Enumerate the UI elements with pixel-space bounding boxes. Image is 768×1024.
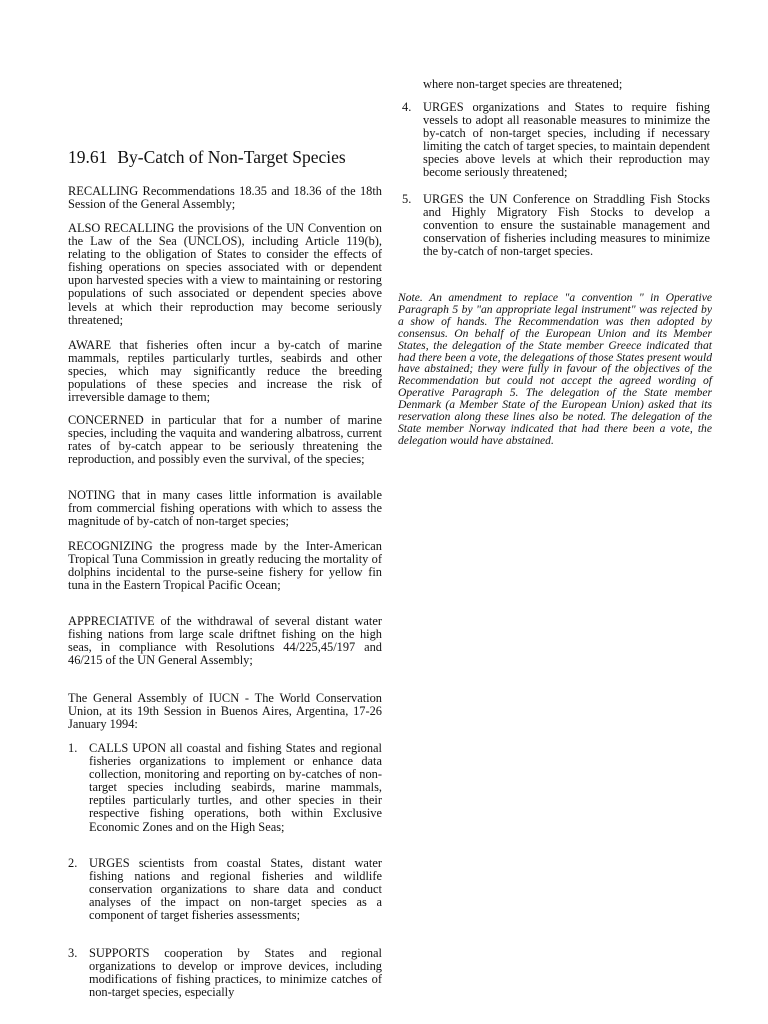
preamble-recognizing: RECOGNIZING the progress made by the Inter-American Tropical Tuna Commission in greatly reducing the mortality of dolphins incidental to the purse-seine fishery for yellow fin tuna in the Eastern Tropical Pacific Ocean; [68, 539, 382, 593]
preamble-recalling: RECALLING Recommendations 18.35 and 18.36 of the 18th Session of the General Assembly; [68, 184, 382, 212]
operative-paragraph-3 [68, 947, 382, 999]
paragraph-number: 5. [402, 192, 412, 206]
preamble-also-recalling: ALSO RECALLING the provisions of the UN Convention on the Law of the Sea (UNCLOS), including Article 119(b), relating to the obligation of States to consider the effects of fishing operations on species associated with or dependent upon harvested species with a view to maintaining or restoring populations of such associated or dependent species above levels at which their reproduction may become seriously threatened; [68, 221, 382, 327]
paragraph-text: URGES scientists from coastal States, distant water fishing nations and regional fisheries and wildlife conservation organizations to share data and conduct analyses of the impact on non-target species as a component of target fisheries assessments; [89, 856, 382, 923]
preamble-aware: AWARE that fisheries often incur a by-catch of marine mammals, reptiles particularly turtles, seabirds and other species, which may significantly reduce the breeding populations of these species and increase the risk of irreversible damage to them; [68, 338, 382, 405]
paragraph-number: 3. [68, 946, 78, 960]
preamble-noting: NOTING that in many cases little information is available from commercial fishing operations with which to assess the magnitude of by-catch of non-target species; [68, 488, 382, 529]
recommendation-title: By-Catch of Non-Target Species [117, 147, 346, 167]
amendment-note: Note. An amendment to replace "a convention " in Operative Paragraph 5 by "an appropriate legal instrument" was rejected by a show of hands. The Recommendation was then adopted by consensus. On behalf of the European Union and its Member States, the delegation of the State member Greece indicated that had there been a vote, the delegations of those States present would have abstained; they were fully in favour of the objectives of the Recommendation but could not accept the agreed wording of Operative Paragraph 5. The delegation of the State member Denmark (a Member State of the European Union) asked that its reservation along these lines also be noted. The delegation of the State member Norway indicated that had there been a vote, the delegation would have abstained. [398, 291, 712, 447]
operative-paragraph-5 [398, 193, 710, 258]
paragraph-number: 2. [68, 856, 78, 870]
operative-paragraph-3-continued [398, 78, 710, 91]
operative-paragraph-4 [398, 101, 710, 180]
preamble-appreciative: APPRECIATIVE of the withdrawal of several distant water fishing nations from large scale driftnet fishing on the high seas, in compliance with Resolutions 44/225,45/197 and 46/215 of the UN General Assembly; [68, 614, 382, 668]
recommendation-number: 19.61 [68, 147, 108, 167]
paragraph-text: CALLS UPON all coastal and fishing States and regional fisheries organizations to implement or enhance data collection, monitoring and reporting on by-catches of non-target species including seabirds, marine mammals, reptiles particularly turtles, and other species in their respective fishing operations, both within Exclusive Economic Zones and on the High Seas; [89, 741, 382, 834]
paragraph-text: URGES the UN Conference on Straddling Fish Stocks and Highly Migratory Fish Stocks to develop a convention to ensure the sustainable management and conservation of fisheries including measures to minimize the by-catch of non-target species. [423, 192, 710, 259]
paragraph-number: 4. [402, 100, 412, 114]
paragraph-text: URGES organizations and States to require fishing vessels to adopt all reasonable measures to minimize the by-catch of non-target species, including if necessary limiting the catch of target species, to maintain dependent species above levels at which their reproduction may become seriously threatened; [423, 100, 710, 180]
paragraph-text: where non-target species are threatened; [423, 77, 623, 91]
paragraph-text: SUPPORTS cooperation by States and regional organizations to develop or improve devices, including modifications of fishing practices, to minimize catches of non-target species, especially [89, 946, 382, 1000]
page-title [68, 146, 398, 168]
paragraph-number: 1. [68, 741, 78, 755]
preamble-general-assembly: The General Assembly of IUCN - The World Conservation Union, at its 19th Session in Buenos Aires, Argentina, 17-26 January 1994: [68, 691, 382, 732]
operative-paragraph-2 [68, 857, 382, 922]
preamble-concerned: CONCERNED in particular that for a number of marine species, including the vaquita and wandering albatross, current rates of by-catch appear to be seriously threatening the reproduction, and possibly even the survival, of the species; [68, 413, 382, 467]
operative-paragraph-1 [68, 742, 382, 834]
